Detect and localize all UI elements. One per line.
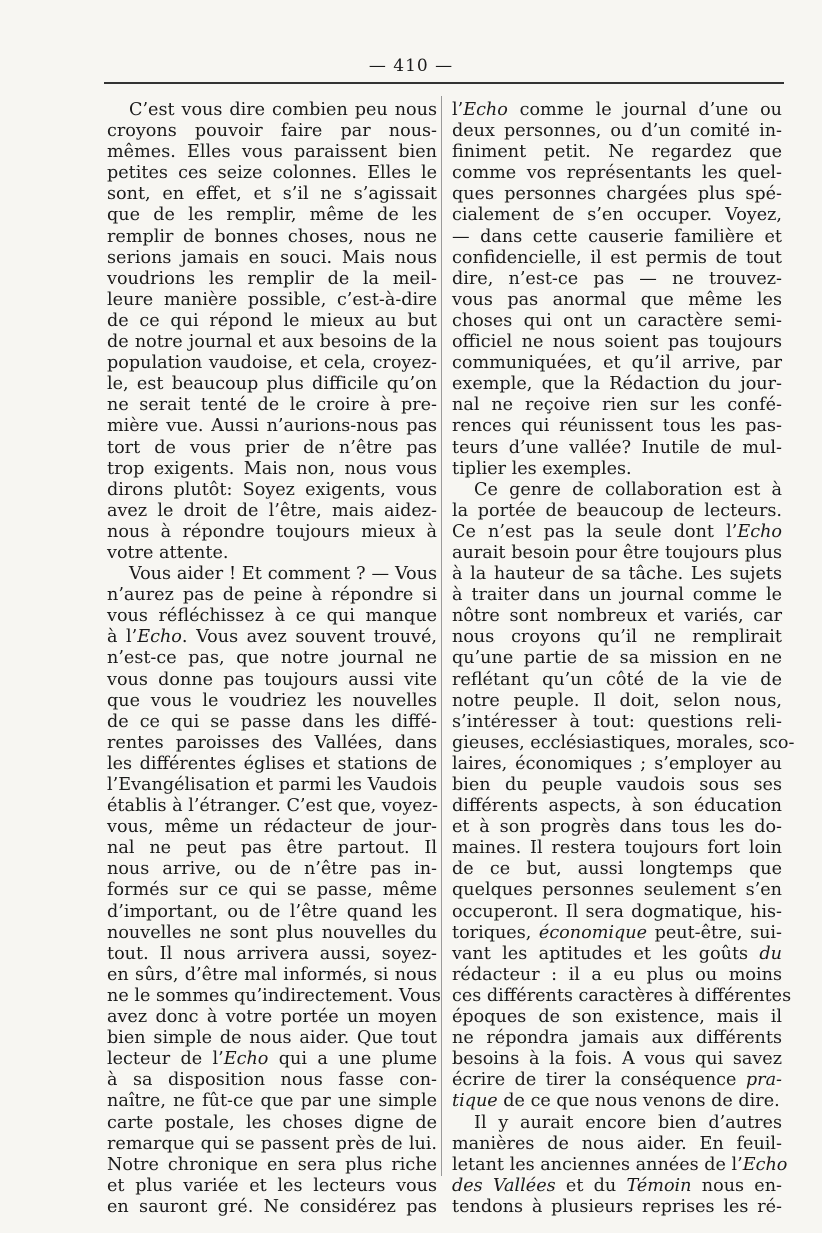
text-line: des Vallées et du Témoin nous en- — [452, 1175, 782, 1196]
text-line: serions jamais en souci. Mais nous — [107, 247, 437, 268]
text-line: cialement de s’en occuper. Voyez, — [452, 205, 782, 226]
text-line: officiel ne nous soient pas toujours — [452, 332, 782, 353]
text-line: comme vos représentants les quel- — [452, 163, 782, 184]
text-line: de ce qui répond le mieux au but — [107, 310, 437, 331]
text-line: rences qui réunissent tous les pas- — [452, 416, 782, 437]
text-line: Ce n’est pas la seule dont l’Echo — [452, 521, 782, 542]
text-line: lecteur de l’Echo qui a une plume — [107, 1049, 437, 1070]
text-line: nous arrive, ou de n’être pas in- — [107, 859, 437, 880]
text-line: la portée de beaucoup de lecteurs. — [452, 500, 782, 521]
text-line: les différentes églises et stations de — [107, 753, 437, 774]
text-line: tendons à plusieurs reprises les ré- — [452, 1196, 782, 1217]
text-line: époques de son existence, mais il — [452, 1007, 782, 1028]
text-line: Notre chronique en sera plus riche — [107, 1154, 437, 1175]
text-line: toriques, économique peut-être, sui- — [452, 922, 782, 943]
page-number: — 410 — — [368, 56, 454, 76]
text-line: avez le droit de l’être, mais aidez- — [107, 500, 437, 521]
text-line: leure manière possible, c’est-à-dire — [107, 289, 437, 310]
text-line: nal ne reçoive rien sur les confé- — [452, 395, 782, 416]
text-line: voudrions les remplir de la meil- — [107, 268, 437, 289]
text-line: n’aurez pas de peine à répondre si — [107, 585, 437, 606]
text-line: letant les anciennes années de l’Echo — [452, 1154, 788, 1175]
text-line: établis à l’étranger. C’est que, voyez- — [107, 796, 438, 817]
text-line: occuperont. Il sera dogmatique, his- — [452, 901, 782, 922]
text-line: besoins à la fois. A vous qui savez — [452, 1049, 782, 1070]
text-line: à sa disposition nous fasse con- — [107, 1070, 437, 1091]
text-line: nouvelles ne sont plus nouvelles du — [107, 922, 437, 943]
text-line: confidencielle, il est permis de tout — [452, 247, 782, 268]
text-line: remarque qui se passent près de lui. — [107, 1133, 437, 1154]
text-line: que vous le voudriez les nouvelles — [107, 690, 437, 711]
text-line: le, est beaucoup plus difficile qu’on — [107, 374, 437, 395]
text-line: croyons pouvoir faire par nous- — [107, 121, 437, 142]
text-line: ne le sommes qu’indirectement. Vous — [107, 985, 441, 1006]
left-column — [107, 100, 441, 1218]
text-line: en sûrs, d’être mal informés, si nous — [107, 964, 437, 985]
text-line: vous, même un rédacteur de jour- — [107, 817, 437, 838]
text-line: ques personnes chargées plus spé- — [452, 184, 782, 205]
text-line: l’Echo comme le journal d’une ou — [452, 100, 782, 120]
text-line: rédacteur : il a eu plus ou moins — [452, 964, 782, 985]
text-line: communiquées, et qu’il arrive, par — [452, 353, 782, 374]
text-line: ne serait tenté de le croire à pre- — [107, 395, 437, 416]
text-line: nous croyons qu’il ne remplirait — [452, 627, 782, 648]
text-line: quelques personnes seulement s’en — [452, 880, 782, 901]
text-line: que de les remplir, même de les — [107, 205, 437, 226]
text-line: laires, économiques ; s’employer au — [452, 753, 782, 774]
text-line: aurait besoin pour être toujours plus — [452, 542, 782, 563]
text-line: choses qui ont un caractère semi- — [452, 310, 782, 331]
text-line: exemple, que la Rédaction du jour- — [452, 374, 782, 395]
text-line: n’est-ce pas, que notre journal ne — [107, 648, 437, 669]
text-line: dire, n’est-ce pas — ne trouvez- — [452, 268, 782, 289]
text-line: de ce qui se passe dans les diffé- — [107, 711, 437, 732]
text-line: mière vue. Aussi n’aurions-nous pas — [107, 416, 437, 437]
text-line: carte postale, les choses digne de — [107, 1112, 437, 1133]
text-line: manières de nous aider. En feuil- — [452, 1133, 782, 1154]
text-line: maines. Il restera toujours fort loin — [452, 838, 782, 859]
text-line: et à son progrès dans tous les do- — [452, 817, 782, 838]
text-line: trop exigents. Mais non, nous vous — [107, 458, 437, 479]
header-rule — [104, 82, 784, 84]
text-line: vous réfléchissez à ce qui manque — [107, 606, 437, 627]
text-line: et plus variée et les lecteurs vous — [107, 1175, 437, 1196]
text-line: de notre journal et aux besoins de la — [107, 332, 437, 353]
text-line: naître, ne fût-ce que par une simple — [107, 1091, 437, 1112]
text-line: rentes paroisses des Vallées, dans — [107, 732, 437, 753]
text-line: vant les aptitudes et les goûts du — [452, 943, 782, 964]
text-line: qu’une partie de sa mission en ne — [452, 648, 782, 669]
text-line: deux personnes, ou d’un comité in- — [452, 121, 782, 142]
text-line: nous à répondre toujours mieux à — [107, 521, 437, 542]
text-line: nôtre sont nombreux et variés, car — [452, 606, 782, 627]
text-line: d’important, ou de l’être quand les — [107, 901, 437, 922]
text-line: écrire de tirer la conséquence pra- — [452, 1070, 782, 1091]
text-line: à la hauteur de sa tâche. Les sujets — [452, 564, 782, 585]
text-line: bien simple de nous aider. Que tout — [107, 1028, 437, 1049]
text-line: finiment petit. Ne regardez que — [452, 142, 782, 163]
text-line: notre peuple. Il doit, selon nous, — [452, 690, 782, 711]
text-line: ces différents caractères à différentes — [452, 985, 792, 1006]
text-line: s’intéresser à tout: questions reli- — [452, 711, 782, 732]
text-line: tout. Il nous arrivera aussi, soyez- — [107, 943, 437, 964]
text-line: tique de ce que nous venons de dire. — [452, 1091, 780, 1112]
text-line: à l’Echo. Vous avez souvent trouvé, — [107, 627, 437, 648]
column-divider — [441, 96, 442, 1176]
text-line: Ce genre de collaboration est à — [474, 479, 782, 500]
text-line: différents aspects, à son éducation — [452, 796, 782, 817]
text-line: ne répondra jamais aux différents — [452, 1028, 782, 1049]
text-line: à traiter dans un journal comme le — [452, 585, 782, 606]
text-line: formés sur ce qui se passe, même — [107, 880, 437, 901]
text-line: gieuses, ecclésiastiques, morales, sco- — [452, 732, 795, 753]
text-line: population vaudoise, et cela, croyez- — [107, 353, 437, 374]
text-line: nal ne peut pas être partout. Il — [107, 838, 437, 859]
text-line: bien du peuple vaudois sous ses — [452, 775, 782, 795]
right-column — [452, 100, 795, 1218]
text-line: — dans cette causerie familière et — [452, 226, 782, 247]
text-line: mêmes. Elles vous paraissent bien — [107, 142, 437, 163]
text-line: Il y aurait encore bien d’autres — [474, 1112, 782, 1133]
text-line: vous pas anormal que même les — [452, 289, 782, 310]
text-line: Vous aider ! Et comment ? — Vous — [129, 564, 437, 585]
text-line: C’est vous dire combien peu nous — [129, 100, 437, 120]
text-line: l’Evangélisation et parmi les Vaudois — [107, 775, 437, 795]
text-line: avez donc à votre portée un moyen — [107, 1007, 437, 1028]
text-line: de ce but, aussi longtemps que — [452, 859, 782, 880]
text-line: dirons plutôt: Soyez exigents, vous — [107, 479, 437, 500]
text-line: sont, en effet, et s’il ne s’agissait — [107, 184, 437, 205]
text-line: votre attente. — [107, 542, 229, 563]
text-line: tort de vous prier de n’être pas — [107, 437, 437, 458]
text-line: en sauront gré. Ne considérez pas — [107, 1196, 437, 1217]
text-line: remplir de bonnes choses, nous ne — [107, 226, 437, 247]
text-line: teurs d’une vallée? Inutile de mul- — [452, 437, 782, 458]
text-line: reflétant qu’un côté de la vie de — [452, 669, 782, 690]
text-line: tiplier les exemples. — [452, 458, 632, 479]
text-line: petites ces seize colonnes. Elles le — [107, 163, 437, 184]
text-line: vous donne pas toujours aussi vite — [107, 669, 437, 690]
